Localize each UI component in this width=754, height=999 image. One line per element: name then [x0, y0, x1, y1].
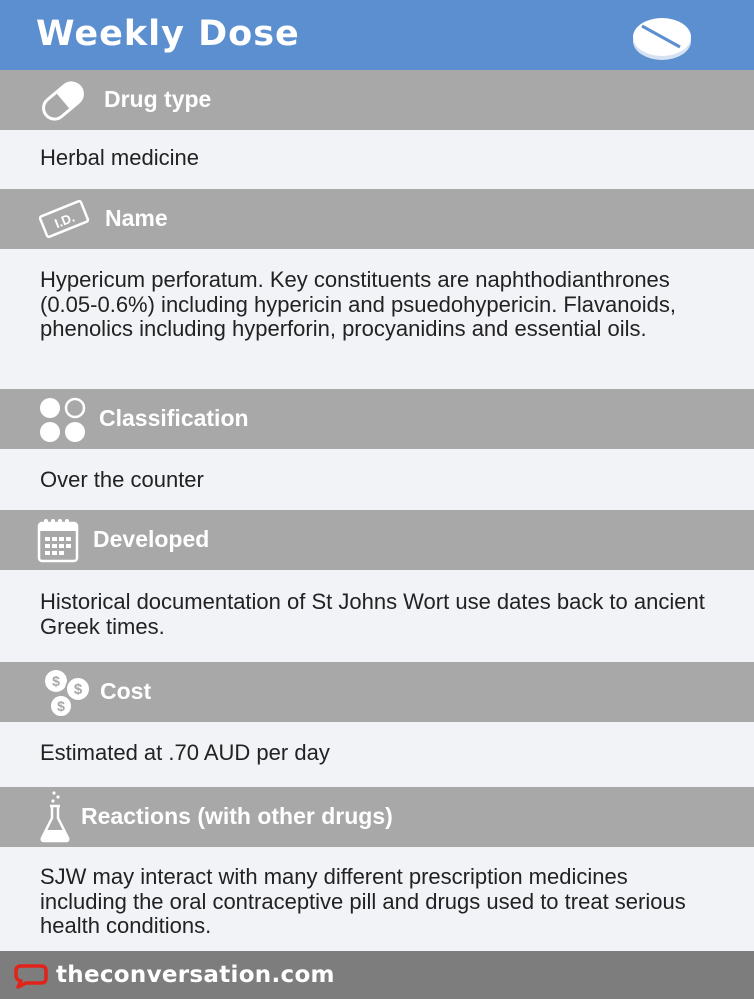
calendar-icon: [37, 517, 79, 563]
section-text: Historical documentation of St Johns Wort use dates back to ancient Greek times.: [40, 589, 705, 639]
speech-bubble-logo-icon: [13, 963, 49, 989]
id-tag-icon: [36, 197, 92, 241]
section-text: Estimated at .70 AUD per day: [40, 740, 330, 765]
section-header-developed: [0, 510, 754, 570]
site-brand: theconversation.com: [56, 962, 335, 988]
coin-symbol: $: [73, 681, 83, 698]
section-header-classification: [0, 389, 754, 449]
page-title: Weekly Dose: [36, 14, 300, 54]
header: [0, 0, 754, 70]
section-header-cost: [0, 662, 754, 722]
footer: [0, 951, 754, 999]
pill-circles-icon: [37, 395, 89, 445]
dollar-coins-icon: [42, 668, 94, 722]
id-tag-text: I.D.: [52, 209, 77, 232]
section-heading: Classification: [99, 405, 249, 431]
coin-symbol: $: [57, 698, 65, 714]
section-heading: Drug type: [104, 86, 212, 112]
section-header-drug-type: [0, 70, 754, 130]
capsule-icon: [38, 77, 88, 125]
section-heading: Reactions (with other drugs): [81, 803, 393, 829]
section-heading: Developed: [93, 526, 210, 552]
section-text: SJW may interact with many different prescription medicines including the oral contraceptive pill and drugs used to treat serious health conditions.: [40, 864, 686, 938]
section-text: Over the counter: [40, 467, 204, 492]
section-heading: Cost: [100, 678, 152, 704]
section-header-name: [0, 189, 754, 249]
coin-symbol: $: [52, 673, 60, 689]
pill-tablet-icon: [630, 14, 694, 62]
flask-icon: [39, 790, 71, 844]
section-text: Herbal medicine: [40, 145, 199, 170]
section-header-reactions: [0, 787, 754, 847]
section-heading: Name: [105, 205, 168, 231]
section-text: Hypericum perforatum. Key constituents are naphthodianthrones (0.05-0.6%) including hypericin and psuedohypericin. Flavanoids, phenolics including hyperforin, procyanidins and essential oils.: [40, 267, 676, 341]
